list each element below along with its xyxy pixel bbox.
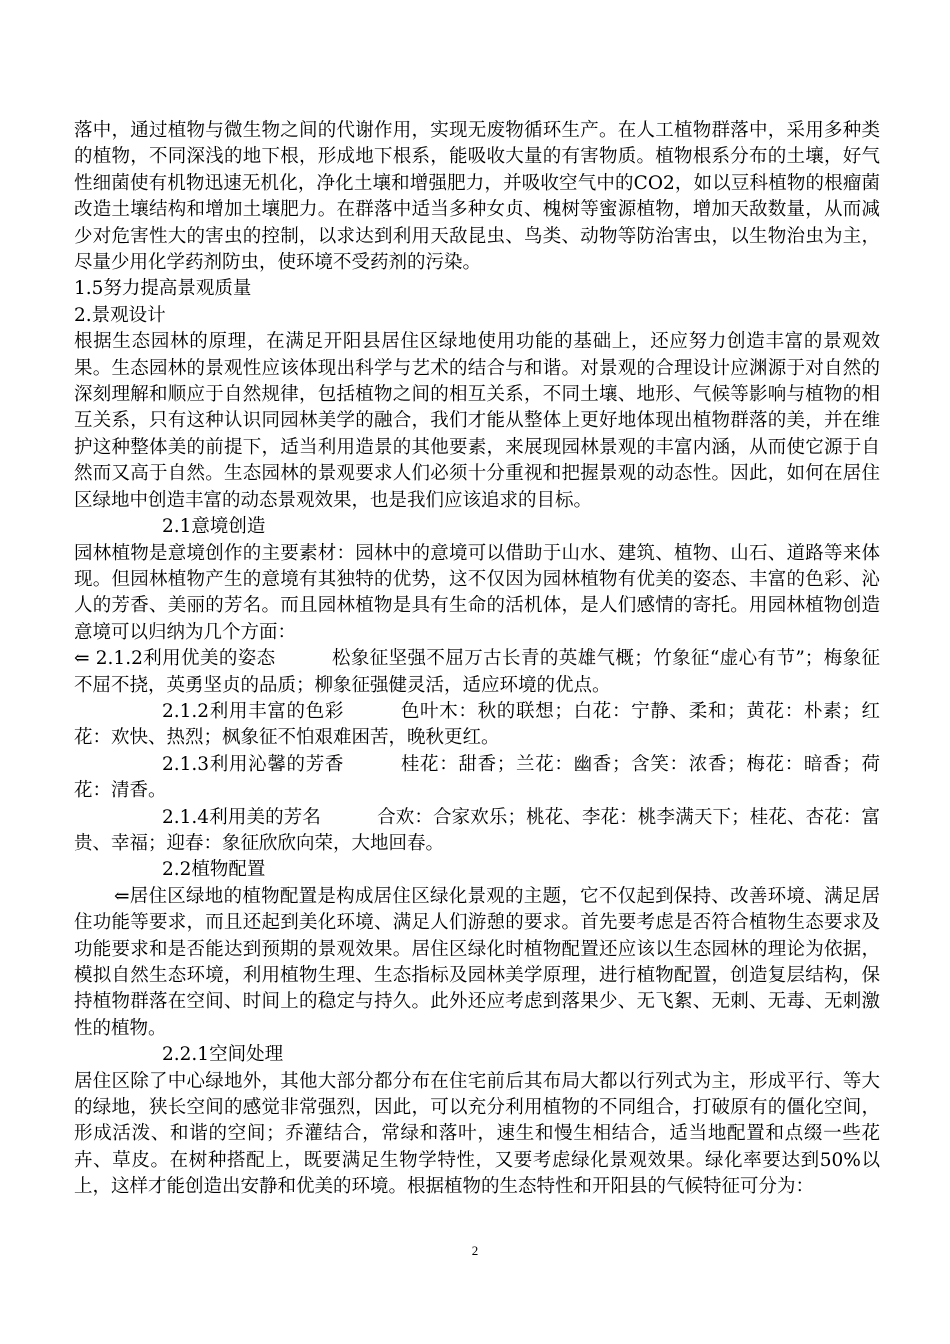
subsection-color bbox=[74, 699, 880, 752]
heading-2-2-1-space-treatment: 2.2.1空间处理 bbox=[162, 1044, 284, 1066]
subsection-color-text: 色叶木：秋的联想；白花：宁静、柔和；黄花：朴素；红花：欢快、热烈；枫象征不怕艰难困苦，晚秋更红。 bbox=[74, 700, 880, 749]
heading-2-2-plant-configuration: 2.2植物配置 bbox=[162, 859, 266, 881]
subsection-posture-heading: ⇐ 2.1.2利用优美的姿态 bbox=[74, 648, 276, 670]
subsection-name-heading: 2.1.4利用美的芳名 bbox=[162, 806, 321, 828]
document-body bbox=[74, 118, 880, 1201]
paragraph-landscape-design: 根据生态园林的原理，在满足开阳县居住区绿地使用功能的基础上，还应努力创造丰富的景观效果。生态园林的景观性应该体现出科学与艺术的结合与和谐。对景观的合理设计应渊源于对自然的深刻理解和顺应于自然规律，包括植物之间的相互关系，不同土壤、地形、气候等影响与植物的相互关系，只有这种认识同园林美学的融合，我们才能从整体上更好地体现出植物群落的美，并在维护这种整体美的前提下，适当利用造景的其他要素，来展现园林景观的丰富内涵，从而使它源于自然而又高于自然。生态园林的景观要求人们必须十分重视和把握景观的动态性。因此，如何在居住区绿地中创造丰富的动态景观效果，也是我们应该追求的目标。 bbox=[74, 331, 880, 511]
subsection-fragrance-text: 桂花：甜香；兰花：幽香；含笑：浓香；梅花：暗香；荷花：清香。 bbox=[74, 753, 880, 802]
paragraph-artistic-conception: 园林植物是意境创作的主要素材：园林中的意境可以借助于山水、建筑、植物、山石、道路等来体现。但园林植物产生的意境有其独特的优势，这不仅因为园林植物有优美的姿态、丰富的色彩、沁人的芳香、美丽的芳名。而且园林植物是具有生命的活机体，是人们感情的寄托。用园林植物创造意境可以归纳为几个方面： bbox=[74, 542, 880, 643]
heading-2-1-artistic-conception: 2.1意境创造 bbox=[162, 516, 266, 538]
page-number: 2 bbox=[471, 1243, 479, 1258]
paragraph-plant-configuration: ⇐居住区绿地的植物配置是构成居住区绿化景观的主题，它不仅起到保持、改善环境、满足居住功能等要求，而且还起到美化环境、满足人们游憩的要求。首先要考虑是否符合植物生态要求及功能要求和是否能达到预期的景观效果。居住区绿化时植物配置还应该以生态园林的理论为依据，模拟自然生态环境，利用植物生理、生态指标及园林美学原理，进行植物配置，创造复层结构，保持植物群落在空间、时间上的稳定与持久。此外还应考虑到落果少、无飞絮、无刺、无毒、无刺激性的植物。 bbox=[74, 885, 880, 1039]
subsection-posture-text: 松象征坚强不屈万古长青的英雄气概；竹象征“虚心有节”；梅象征不屈不挠，英勇坚贞的品质；柳象征强健灵活，适应环境的优点。 bbox=[74, 648, 880, 696]
paragraph-space-treatment: 居住区除了中心绿地外，其他大部分都分布在住宅前后其布局大都以行列式为主，形成平行、等大的绿地，狭长空间的感觉非常强烈，因此，可以充分利用植物的不同组合，打破原有的僵化空间，形成活泼、和谐的空间；乔灌结合，常绿和落叶，速生和慢生相结合，适当地配置和点缀一些花卉、草皮。在树种搭配上，既要满足生物学特性，又要考虑绿化景观效果。绿化率要达到50%以上，这样才能创造出安静和优美的环境。根据植物的生态特性和开阳县的气候特征可分为： bbox=[74, 1070, 880, 1198]
subsection-name bbox=[74, 805, 880, 858]
subsection-fragrance bbox=[74, 752, 880, 805]
subsection-color-heading: 2.1.2利用丰富的色彩 bbox=[162, 700, 345, 722]
paragraph-waste-cycle: 落中，通过植物与微生物之间的代谢作用，实现无废物循环生产。在人工植物群落中，采用多种类的植物，不同深浅的地下根，形成地下根系，能吸收大量的有害物质。植物根系分布的土壤，好气性细菌使有机物迅速无机化，净化土壤和增强肥力，并吸收空气中的CO2，如以豆科植物的根瘤菌改造土壤结构和增加土壤肥力。在群落中适当多种女贞、槐树等蜜源植物，增加天敌数量，从而减少对危害性大的害虫的控制，以求达到利用天敌昆虫、鸟类、动物等防治害虫，以生物治虫为主，尽量少用化学药剂防虫，使环境不受药剂的污染。 bbox=[74, 120, 880, 274]
heading-2-landscape-design: 2.景观设计 bbox=[74, 304, 166, 326]
subsection-fragrance-heading: 2.1.3利用沁馨的芳香 bbox=[162, 753, 345, 775]
heading-1-5: 1.5努力提高景观质量 bbox=[74, 278, 252, 300]
subsection-posture bbox=[74, 646, 880, 699]
subsection-name-text: 合欢：合家欢乐；桃花、李花：桃李满天下；桂花、杏花：富贵、幸福；迎春：象征欣欣向荣，大地回春。 bbox=[74, 806, 880, 854]
